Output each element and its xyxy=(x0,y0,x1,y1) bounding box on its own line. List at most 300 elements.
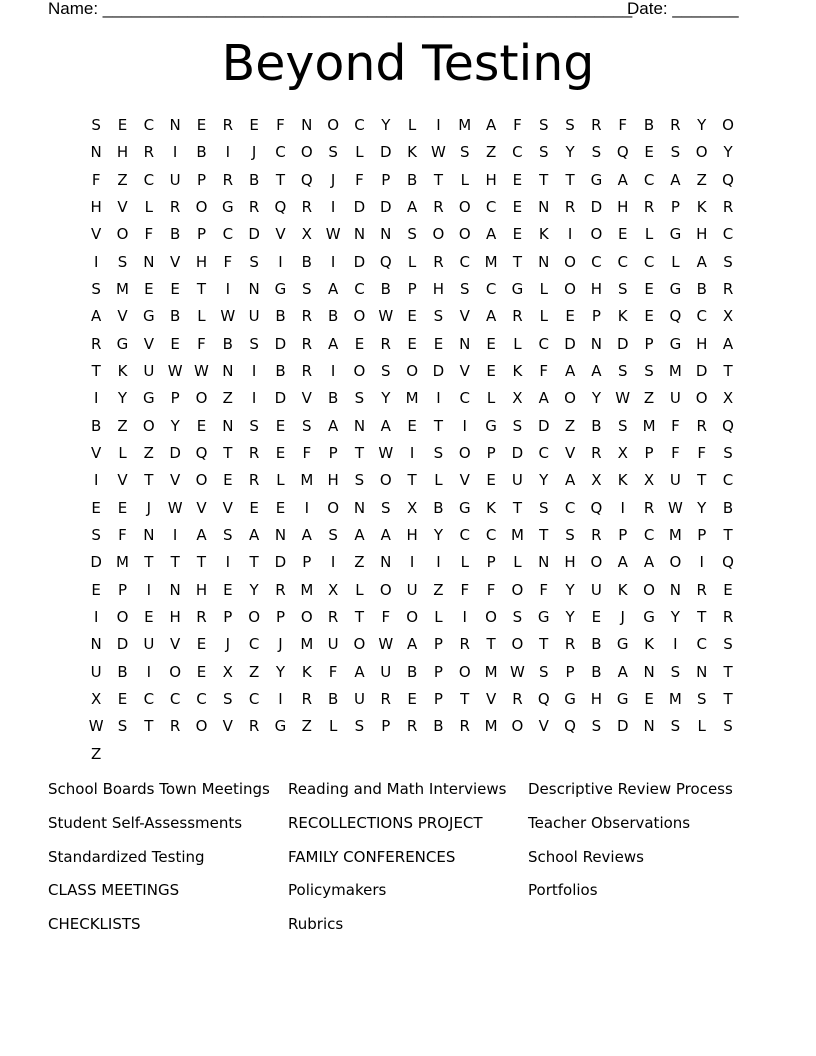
grid-letter: A xyxy=(485,116,497,134)
grid-letter: S xyxy=(91,116,101,134)
grid-letter: S xyxy=(354,471,365,490)
grid-letter: E xyxy=(486,471,496,490)
grid-letter: S xyxy=(617,416,628,435)
grid-letter: G xyxy=(485,416,497,435)
grid-letter: F xyxy=(302,443,312,462)
grid-letter: L xyxy=(355,580,364,599)
grid-letter: R xyxy=(301,307,312,326)
grid-letter: O xyxy=(195,389,208,408)
grid-letter: P xyxy=(381,717,391,736)
grid-letter: U xyxy=(143,361,155,380)
grid-letter: B xyxy=(591,662,602,681)
grid-letter: F xyxy=(486,580,496,599)
grid-letter: I xyxy=(436,116,441,134)
grid-letter: B xyxy=(722,498,734,517)
grid-letter: V xyxy=(222,717,233,736)
grid-letter: S xyxy=(617,361,628,380)
grid-letter: N xyxy=(459,334,471,353)
word-list-item: FAMILY CONFERENCES xyxy=(288,847,456,866)
grid-letter: W xyxy=(325,225,341,244)
grid-letter: R xyxy=(564,635,576,654)
grid-letter: R xyxy=(591,525,602,544)
grid-letter: O xyxy=(458,662,471,681)
grid-letter: D xyxy=(169,443,181,462)
grid-letter: B xyxy=(327,689,339,708)
grid-letter: R xyxy=(512,307,523,326)
grid-letter: O xyxy=(327,116,340,134)
grid-letter: Z xyxy=(222,389,233,408)
grid-letter: B xyxy=(696,279,707,298)
grid-letter: P xyxy=(302,553,312,572)
grid-letter: A xyxy=(354,525,365,544)
grid-letter: O xyxy=(722,116,734,134)
grid-letter: I xyxy=(620,498,625,517)
grid-letter: M xyxy=(116,279,129,298)
grid-letter: K xyxy=(617,580,628,599)
grid-letter: C xyxy=(591,252,602,271)
grid-letter: C xyxy=(485,197,497,216)
grid-letter: S xyxy=(565,525,575,544)
name-label: Name: ________________________________________________________ xyxy=(48,0,633,18)
grid-letter: C xyxy=(275,143,286,162)
grid-letter: F xyxy=(671,416,680,435)
grid-letter: P xyxy=(591,307,601,326)
grid-letter: V xyxy=(91,225,102,244)
grid-letter: I xyxy=(436,553,441,572)
word-list-item: Rubrics xyxy=(288,915,344,934)
grid-letter: Q xyxy=(669,307,682,326)
grid-letter: T xyxy=(354,443,365,462)
grid-letter: B xyxy=(117,662,128,681)
grid-letter: S xyxy=(302,416,312,435)
grid-letter: S xyxy=(354,389,365,408)
grid-letter: N xyxy=(169,116,181,134)
grid-letter: J xyxy=(225,635,231,654)
grid-letter: S xyxy=(117,717,128,736)
grid-letter: R xyxy=(696,416,707,435)
grid-letter: N xyxy=(538,252,550,271)
grid-letter: J xyxy=(251,143,257,162)
grid-letter: O xyxy=(458,443,471,462)
grid-letter: T xyxy=(196,279,207,298)
grid-letter: U xyxy=(590,580,602,599)
grid-letter: I xyxy=(330,361,336,380)
grid-letter: Y xyxy=(170,416,180,435)
grid-letter: A xyxy=(670,170,681,189)
grid-letter: Z xyxy=(485,143,497,162)
grid-letter: C xyxy=(696,307,707,326)
grid-letter: S xyxy=(328,143,338,162)
grid-letter: U xyxy=(248,307,260,326)
grid-letter: G xyxy=(564,689,576,708)
grid-letter: E xyxy=(407,416,417,435)
grid-letter: Q xyxy=(722,170,734,189)
grid-letter: F xyxy=(539,580,549,599)
grid-letter: E xyxy=(407,689,417,708)
grid-letter: V xyxy=(117,197,128,216)
grid-letter: S xyxy=(538,116,549,134)
grid-letter: E xyxy=(512,197,523,216)
grid-letter: R xyxy=(406,717,418,736)
grid-letter: F xyxy=(328,662,338,681)
grid-letter: P xyxy=(275,607,285,626)
grid-letter: Y xyxy=(591,389,601,408)
grid-letter: M xyxy=(510,525,524,544)
grid-letter: G xyxy=(537,607,550,626)
grid-letter: H xyxy=(90,197,102,216)
grid-letter: E xyxy=(144,279,154,298)
grid-letter: N xyxy=(643,717,655,736)
grid-letter: N xyxy=(538,553,550,572)
grid-letter: Q xyxy=(722,416,734,435)
grid-letter: B xyxy=(222,334,233,353)
date-label: Date: _______ xyxy=(627,0,739,18)
grid-letter: B xyxy=(275,361,286,380)
grid-letter: V xyxy=(301,389,312,408)
grid-letter: E xyxy=(196,116,207,134)
grid-letter: B xyxy=(380,279,391,298)
grid-letter: H xyxy=(564,553,576,572)
grid-letter: E xyxy=(196,416,207,435)
grid-letter: E xyxy=(565,307,575,326)
grid-letter: E xyxy=(433,334,444,353)
grid-letter: R xyxy=(169,717,181,736)
grid-letter: A xyxy=(354,662,365,681)
grid-letter: R xyxy=(722,197,734,216)
grid-letter: V xyxy=(485,689,497,708)
grid-letter: D xyxy=(353,252,366,271)
grid-letter: F xyxy=(539,361,549,380)
grid-letter: Z xyxy=(117,416,128,435)
grid-letter: S xyxy=(354,717,365,736)
grid-letter: E xyxy=(91,498,101,517)
grid-letter: T xyxy=(223,443,233,462)
grid-letter: U xyxy=(143,635,155,654)
grid-letter: R xyxy=(591,116,602,134)
grid-letter: O xyxy=(406,607,418,626)
grid-letter: Q xyxy=(274,197,287,216)
grid-letter: A xyxy=(327,334,339,353)
grid-letter: M xyxy=(116,553,129,572)
grid-letter: R xyxy=(722,607,734,626)
grid-letter: O xyxy=(511,717,524,736)
grid-letter: L xyxy=(144,197,153,216)
grid-letter: G xyxy=(616,689,629,708)
grid-letter: O xyxy=(195,197,208,216)
grid-letter: I xyxy=(225,279,231,298)
grid-letter: B xyxy=(91,416,102,435)
grid-letter: S xyxy=(433,443,444,462)
grid-letter: B xyxy=(433,498,444,517)
grid-letter: S xyxy=(617,279,628,298)
grid-letter: Z xyxy=(643,389,655,408)
grid-letter: T xyxy=(196,553,207,572)
grid-letter: E xyxy=(223,471,233,490)
grid-letter: X xyxy=(301,225,312,244)
grid-letter: R xyxy=(275,580,286,599)
grid-letter: B xyxy=(591,635,602,654)
grid-letter: Z xyxy=(91,744,102,763)
grid-letter: E xyxy=(170,334,180,353)
grid-letter: Y xyxy=(565,143,575,162)
grid-letter: P xyxy=(433,662,443,681)
grid-letter: P xyxy=(223,607,233,626)
grid-letter: A xyxy=(722,334,734,353)
grid-letter: A xyxy=(485,307,497,326)
grid-letter: X xyxy=(722,307,734,326)
grid-letter: I xyxy=(436,389,441,408)
grid-letter: V xyxy=(459,361,470,380)
grid-letter: E xyxy=(249,498,259,517)
grid-letter: T xyxy=(460,689,470,708)
grid-letter: P xyxy=(196,225,206,244)
grid-letter: S xyxy=(512,607,523,626)
grid-letter: O xyxy=(590,553,603,572)
grid-letter: I xyxy=(172,143,178,162)
word-list-item: School Boards Town Meetings xyxy=(48,780,270,798)
grid-letter: E xyxy=(644,279,654,298)
grid-letter: L xyxy=(513,334,522,353)
grid-letter: M xyxy=(405,389,419,408)
grid-letter: T xyxy=(144,717,154,736)
grid-letter: L xyxy=(644,225,654,244)
grid-letter: O xyxy=(695,143,708,162)
grid-letter: N xyxy=(222,416,234,435)
grid-letter: S xyxy=(591,143,602,162)
grid-letter: T xyxy=(539,635,549,654)
grid-letter: W xyxy=(194,361,209,380)
grid-letter: H xyxy=(116,143,129,162)
grid-letter: S xyxy=(670,143,681,162)
grid-letter: D xyxy=(274,334,287,353)
grid-letter: G xyxy=(274,279,287,298)
word-list-item: Reading and Math Interviews xyxy=(288,780,507,798)
grid-letter: S xyxy=(696,689,707,708)
grid-letter: C xyxy=(354,279,365,298)
grid-letter: X xyxy=(406,498,418,517)
grid-letter: S xyxy=(249,334,259,353)
grid-letter: H xyxy=(590,689,603,708)
grid-letter: H xyxy=(485,170,497,189)
grid-letter: E xyxy=(196,635,207,654)
grid-letter: B xyxy=(643,116,655,134)
grid-letter: I xyxy=(146,662,152,681)
grid-letter: E xyxy=(117,116,128,134)
grid-letter: L xyxy=(539,307,548,326)
grid-letter: C xyxy=(696,635,707,654)
grid-letter: S xyxy=(723,443,733,462)
grid-letter: W xyxy=(88,717,104,736)
grid-letter: E xyxy=(512,225,523,244)
grid-letter: U xyxy=(380,662,392,681)
grid-letter: I xyxy=(330,252,336,271)
grid-letter: B xyxy=(248,170,260,189)
grid-letter: N xyxy=(353,225,366,244)
grid-letter: Q xyxy=(722,553,734,572)
grid-letter: E xyxy=(117,689,128,708)
grid-letter: T xyxy=(433,416,444,435)
word-list-item: Teacher Observations xyxy=(528,813,691,832)
grid-letter: L xyxy=(276,471,285,490)
grid-letter: V xyxy=(275,225,286,244)
grid-letter: E xyxy=(644,689,654,708)
grid-letter: C xyxy=(538,443,549,462)
grid-letter: D xyxy=(432,361,445,380)
grid-letter: R xyxy=(512,689,523,708)
grid-letter: H xyxy=(617,197,629,216)
grid-letter: T xyxy=(539,170,549,189)
grid-letter: B xyxy=(275,307,286,326)
grid-letter: U xyxy=(669,471,681,490)
grid-letter: H xyxy=(195,252,208,271)
grid-letter: M xyxy=(458,116,472,134)
grid-letter: A xyxy=(617,662,628,681)
grid-letter: K xyxy=(644,635,654,654)
grid-letter: C xyxy=(485,279,497,298)
grid-letter: K xyxy=(512,361,523,380)
grid-letter: M xyxy=(300,580,314,599)
grid-letter: X xyxy=(591,471,602,490)
grid-letter: P xyxy=(328,443,338,462)
grid-letter: F xyxy=(144,225,154,244)
grid-letter: E xyxy=(486,361,496,380)
grid-letter: B xyxy=(301,252,312,271)
grid-letter: N xyxy=(301,116,313,134)
grid-letter: E xyxy=(170,279,180,298)
grid-letter: Z xyxy=(564,416,576,435)
grid-letter: X xyxy=(327,580,339,599)
grid-letter: E xyxy=(486,334,496,353)
grid-letter: D xyxy=(274,553,287,572)
grid-letter: S xyxy=(565,116,575,134)
grid-letter: R xyxy=(248,443,260,462)
grid-letter: E xyxy=(644,307,654,326)
grid-letter: R xyxy=(643,197,655,216)
grid-letter: M xyxy=(668,361,682,380)
grid-letter: R xyxy=(327,607,339,626)
grid-letter: Y xyxy=(539,471,549,490)
grid-letter: L xyxy=(197,307,206,326)
grid-letter: Q xyxy=(537,689,550,708)
grid-letter: G xyxy=(458,498,471,517)
grid-letter: I xyxy=(93,607,99,626)
grid-letter: G xyxy=(143,307,155,326)
grid-letter: U xyxy=(669,389,681,408)
word-list xyxy=(48,776,788,945)
grid-letter: A xyxy=(591,361,602,380)
grid-letter: H xyxy=(432,279,445,298)
grid-letter: C xyxy=(617,252,628,271)
grid-letter: A xyxy=(196,525,207,544)
grid-letter: E xyxy=(249,116,259,134)
grid-letter: T xyxy=(144,471,154,490)
grid-letter: C xyxy=(643,252,655,271)
grid-letter: F xyxy=(355,170,364,189)
grid-letter: S xyxy=(459,279,470,298)
grid-letter: K xyxy=(617,471,628,490)
grid-letter: N xyxy=(353,498,366,517)
grid-letter: C xyxy=(643,170,655,189)
grid-letter: A xyxy=(327,416,339,435)
grid-letter: O xyxy=(353,635,366,654)
grid-letter: O xyxy=(432,225,445,244)
grid-letter: R xyxy=(301,197,312,216)
grid-letter: J xyxy=(620,607,625,626)
grid-letter: E xyxy=(591,607,602,626)
grid-letter: F xyxy=(618,116,628,134)
grid-letter: U xyxy=(353,689,365,708)
grid-letter: C xyxy=(248,635,260,654)
grid-letter: I xyxy=(278,689,283,708)
grid-letter: Y xyxy=(433,525,444,544)
grid-letter: O xyxy=(564,252,576,271)
grid-letter: D xyxy=(90,553,102,572)
grid-letter: A xyxy=(249,525,260,544)
grid-letter: T xyxy=(407,471,417,490)
grid-letter: N xyxy=(143,252,155,271)
grid-letter: B xyxy=(170,307,181,326)
grid-letter: N xyxy=(353,416,366,435)
grid-letter: S xyxy=(670,662,681,681)
grid-letter: N xyxy=(90,635,102,654)
grid-letter: Q xyxy=(616,143,629,162)
grid-letter: J xyxy=(146,498,152,517)
grid-letter: V xyxy=(117,307,128,326)
grid-letter: S xyxy=(459,143,470,162)
grid-letter: S xyxy=(538,143,549,162)
grid-letter: Q xyxy=(379,252,392,271)
grid-letter: D xyxy=(537,416,550,435)
grid-letter: C xyxy=(459,252,470,271)
grid-letter: L xyxy=(697,717,706,736)
grid-letter: G xyxy=(116,334,129,353)
grid-letter: Y xyxy=(275,662,286,681)
grid-letter: P xyxy=(196,170,206,189)
grid-letter: A xyxy=(406,635,418,654)
grid-letter: K xyxy=(696,197,707,216)
grid-letter: R xyxy=(722,279,734,298)
grid-letter: I xyxy=(146,580,152,599)
grid-letter: T xyxy=(512,498,522,517)
grid-letter: R xyxy=(433,252,444,271)
grid-letter: S xyxy=(723,252,733,271)
grid-letter: K xyxy=(538,225,549,244)
word-list-item: CLASS MEETINGS xyxy=(48,881,180,900)
grid-letter: G xyxy=(143,389,155,408)
grid-letter: T xyxy=(170,553,180,572)
grid-letter: U xyxy=(406,580,418,599)
grid-letter: L xyxy=(671,252,680,271)
grid-letter: A xyxy=(617,170,628,189)
grid-letter: E xyxy=(196,662,207,681)
grid-letter: F xyxy=(513,116,522,134)
grid-letter: R xyxy=(564,197,576,216)
grid-letter: F xyxy=(460,580,470,599)
grid-letter: J xyxy=(330,170,336,189)
grid-letter: G xyxy=(221,197,234,216)
grid-letter: N xyxy=(643,662,655,681)
grid-letter: K xyxy=(617,307,628,326)
word-list-item: Descriptive Review Process xyxy=(528,780,733,798)
grid-letter: T xyxy=(144,553,154,572)
grid-letter: A xyxy=(564,361,576,380)
grid-letter: X xyxy=(222,662,233,681)
grid-letter: A xyxy=(485,225,497,244)
grid-letter: V xyxy=(143,334,154,353)
grid-letter: L xyxy=(486,389,496,408)
grid-letter: L xyxy=(355,143,364,162)
grid-letter: S xyxy=(328,525,338,544)
